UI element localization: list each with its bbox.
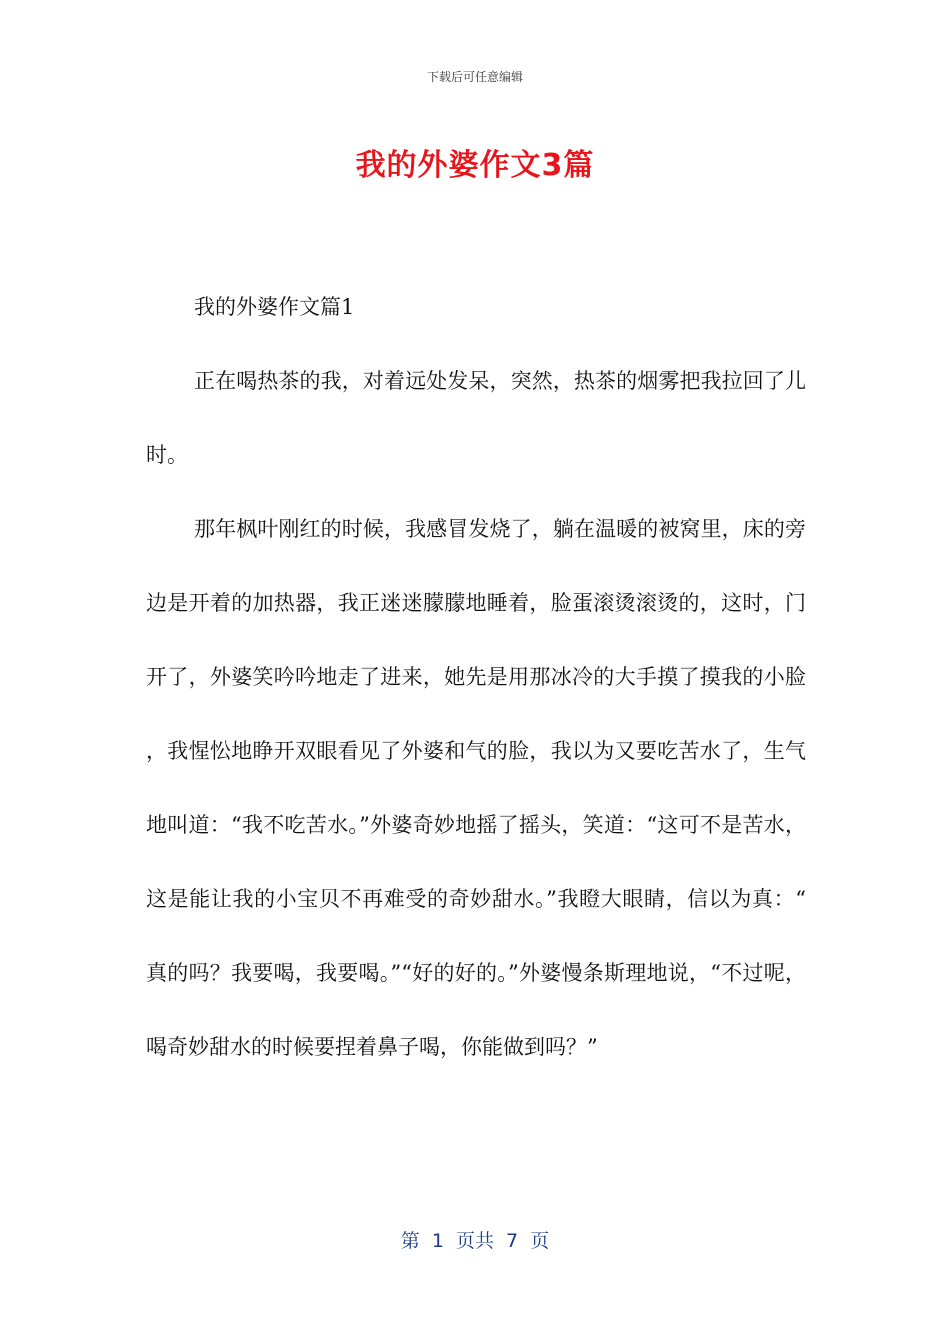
- footer-suffix: 页: [530, 1230, 550, 1252]
- footer-middle: 页共: [455, 1230, 494, 1252]
- footer-total-pages: 7: [506, 1230, 519, 1252]
- header-note: 下载后可任意编辑: [426, 70, 523, 84]
- footer-current-page: 1: [431, 1230, 444, 1252]
- document-title: 我的外婆作文3篇: [355, 148, 595, 183]
- document-body: [146, 270, 806, 1084]
- page-footer: [0, 1226, 950, 1253]
- paragraph-2: 那年枫叶刚红的时候，我感冒发烧了，躺在温暖的被窝里，床的旁边是开着的加热器，我正迷迷朦朦地睡着，脸蛋滚烫滚烫的，这时，门开了，外婆笑吟吟地走了进来，她先是用那冰冷的大手摸了摸我的小脸，我惺忪地睁开双眼看见了外婆和气的脸，我以为又要吃苦水了，生气地叫道：“我不吃苦水。”外婆奇妙地摇了摇头，笑道：“这可不是苦水，这是能让我的小宝贝不再难受的奇妙甜水。”我瞪大眼睛，信以为真：“真的吗？我要喝，我要喝。”“好的好的。”外婆慢条斯理地说，“不过呢，喝奇妙甜水的时候要捏着鼻子喝，你能做到吗？”: [146, 517, 806, 1059]
- paragraph-1: 正在喝热茶的我，对着远处发呆，突然，热茶的烟雾把我拉回了儿时。: [146, 369, 806, 467]
- footer-prefix: 第: [400, 1230, 420, 1252]
- section-heading: 我的外婆作文篇1: [194, 295, 355, 319]
